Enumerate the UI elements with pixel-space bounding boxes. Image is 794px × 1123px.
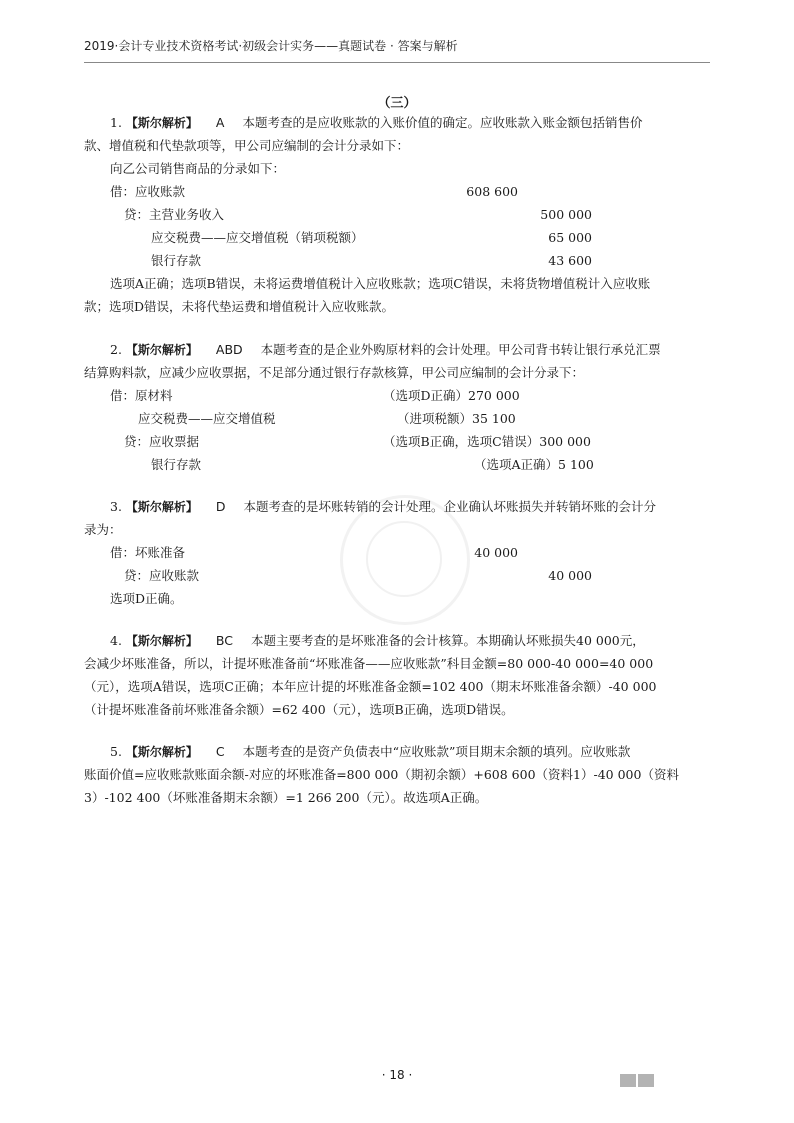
q5-line2: 账面价值=应收账款账面余额-对应的坏账准备=800 000（期初余额）+608 600（资料1）-40 000（资料 <box>84 767 679 782</box>
q5-number: 5. <box>110 744 122 759</box>
q3-entry2: 贷：应收账款 <box>124 568 200 583</box>
q1-entry1: 借：应收账款 <box>110 184 186 199</box>
q5-line1: 本题考查的是资产负债表中“应收账款”项目期末余额的填列。应收账款 <box>242 744 631 759</box>
running-header: 2019·会计专业技术资格考试·初级会计实务——真题试卷 · 答案与解析 <box>84 39 458 53</box>
q1-line2: 款、增值税和代垫款项等，甲公司应编制的会计分录如下： <box>84 138 410 153</box>
q3-heading <box>110 501 656 514</box>
q2-amount3: （选项B正确，选项C错误）300 000 <box>383 434 591 449</box>
q1-amount4: 43 600 <box>548 253 592 268</box>
q1-number: 1. <box>110 115 122 130</box>
page-number: · 18 · <box>381 1068 413 1082</box>
q3-answer: D <box>215 499 226 514</box>
q3-entry1: 借：坏账准备 <box>110 545 186 560</box>
q2-amount2: （进项税额）35 100 <box>397 411 516 426</box>
q2-entry3: 贷：应收票据 <box>124 434 200 449</box>
q4-line3: （元），选项A错误，选项C正确；本年应计提的坏账准备金额=102 400（期末坏账准备余额）-40 000 <box>84 679 657 694</box>
q1-entry3: 应交税费——应交增值税（销项税额） <box>151 230 364 245</box>
q3-tag: 【斯尔解析】 <box>125 500 198 514</box>
q1-line3: 向乙公司销售商品的分录如下： <box>110 161 286 176</box>
q2-entry1: 借：原材料 <box>110 388 173 403</box>
q2-amount1: （选项D正确）270 000 <box>383 388 520 403</box>
q2-amount4: （选项A正确）5 100 <box>474 457 594 472</box>
q2-line1: 本题考查的是企业外购原材料的会计处理。甲公司背书转让银行承兑汇票 <box>260 342 661 357</box>
q3-line1: 本题考查的是坏账转销的会计处理。企业确认坏账损失并转销坏账的会计分 <box>243 499 657 514</box>
q1-heading <box>110 117 642 130</box>
footer-block-right <box>638 1074 654 1087</box>
q1-note2: 款；选项D错误，未将代垫运费和增值税计入应收账款。 <box>84 299 395 314</box>
q3-number: 3. <box>110 499 122 514</box>
q1-entry4: 银行存款 <box>151 253 202 268</box>
footer-block-left <box>620 1074 636 1087</box>
q4-answer: BC <box>215 633 234 648</box>
q1-tag: 【斯尔解析】 <box>125 116 198 130</box>
q4-line4: （计提坏账准备前坏账准备余额）=62 400（元），选项B正确，选项D错误。 <box>84 702 514 717</box>
q5-tag: 【斯尔解析】 <box>125 745 198 759</box>
q5-heading <box>110 746 630 759</box>
q2-entry4: 银行存款 <box>151 457 202 472</box>
q5-line3: 3）-102 400（坏账准备期末余额）=1 266 200（元）。故选项A正确。 <box>84 790 488 805</box>
q3-amount1: 40 000 <box>474 545 518 560</box>
q2-tag: 【斯尔解析】 <box>125 343 198 357</box>
q4-tag: 【斯尔解析】 <box>125 634 198 648</box>
section-heading: （三） <box>377 96 417 111</box>
q2-number: 2. <box>110 342 122 357</box>
q4-number: 4. <box>110 633 122 648</box>
q1-amount3: 65 000 <box>548 230 592 245</box>
q1-answer: A <box>215 115 225 130</box>
q2-entry2: 应交税费——应交增值税 <box>138 411 276 426</box>
q4-heading <box>110 635 645 648</box>
q4-line1: 本题主要考查的是坏账准备的会计核算。本期确认坏账损失40 000元， <box>251 633 645 648</box>
watermark-seal-inner <box>366 521 442 597</box>
q4-line2: 会减少坏账准备，所以，计提坏账准备前“坏账准备——应收账款”科目金额=80 000-40 000=40 000 <box>84 656 654 671</box>
q1-amount1: 608 600 <box>466 184 518 199</box>
header-rule <box>84 62 710 63</box>
q5-answer: C <box>215 744 225 759</box>
q1-line1: 本题考查的是应收账款的入账价值的确定。应收账款入账金额包括销售价 <box>242 115 643 130</box>
q3-amount2: 40 000 <box>548 568 592 583</box>
q1-amount2: 500 000 <box>540 207 592 222</box>
q2-line2: 结算购料款，应减少应收票据，不足部分通过银行存款核算，甲公司应编制的会计分录下： <box>84 365 585 380</box>
q3-line2: 录为： <box>84 522 122 537</box>
q1-note1: 选项A正确；选项B错误，未将运费增值税计入应收账款；选项C错误，未将货物增值税计入应收账 <box>110 276 651 291</box>
q2-heading <box>110 344 661 357</box>
q1-entry2: 贷：主营业务收入 <box>124 207 225 222</box>
q3-note1: 选项D正确。 <box>110 591 183 606</box>
q2-answer: ABD <box>215 342 243 357</box>
